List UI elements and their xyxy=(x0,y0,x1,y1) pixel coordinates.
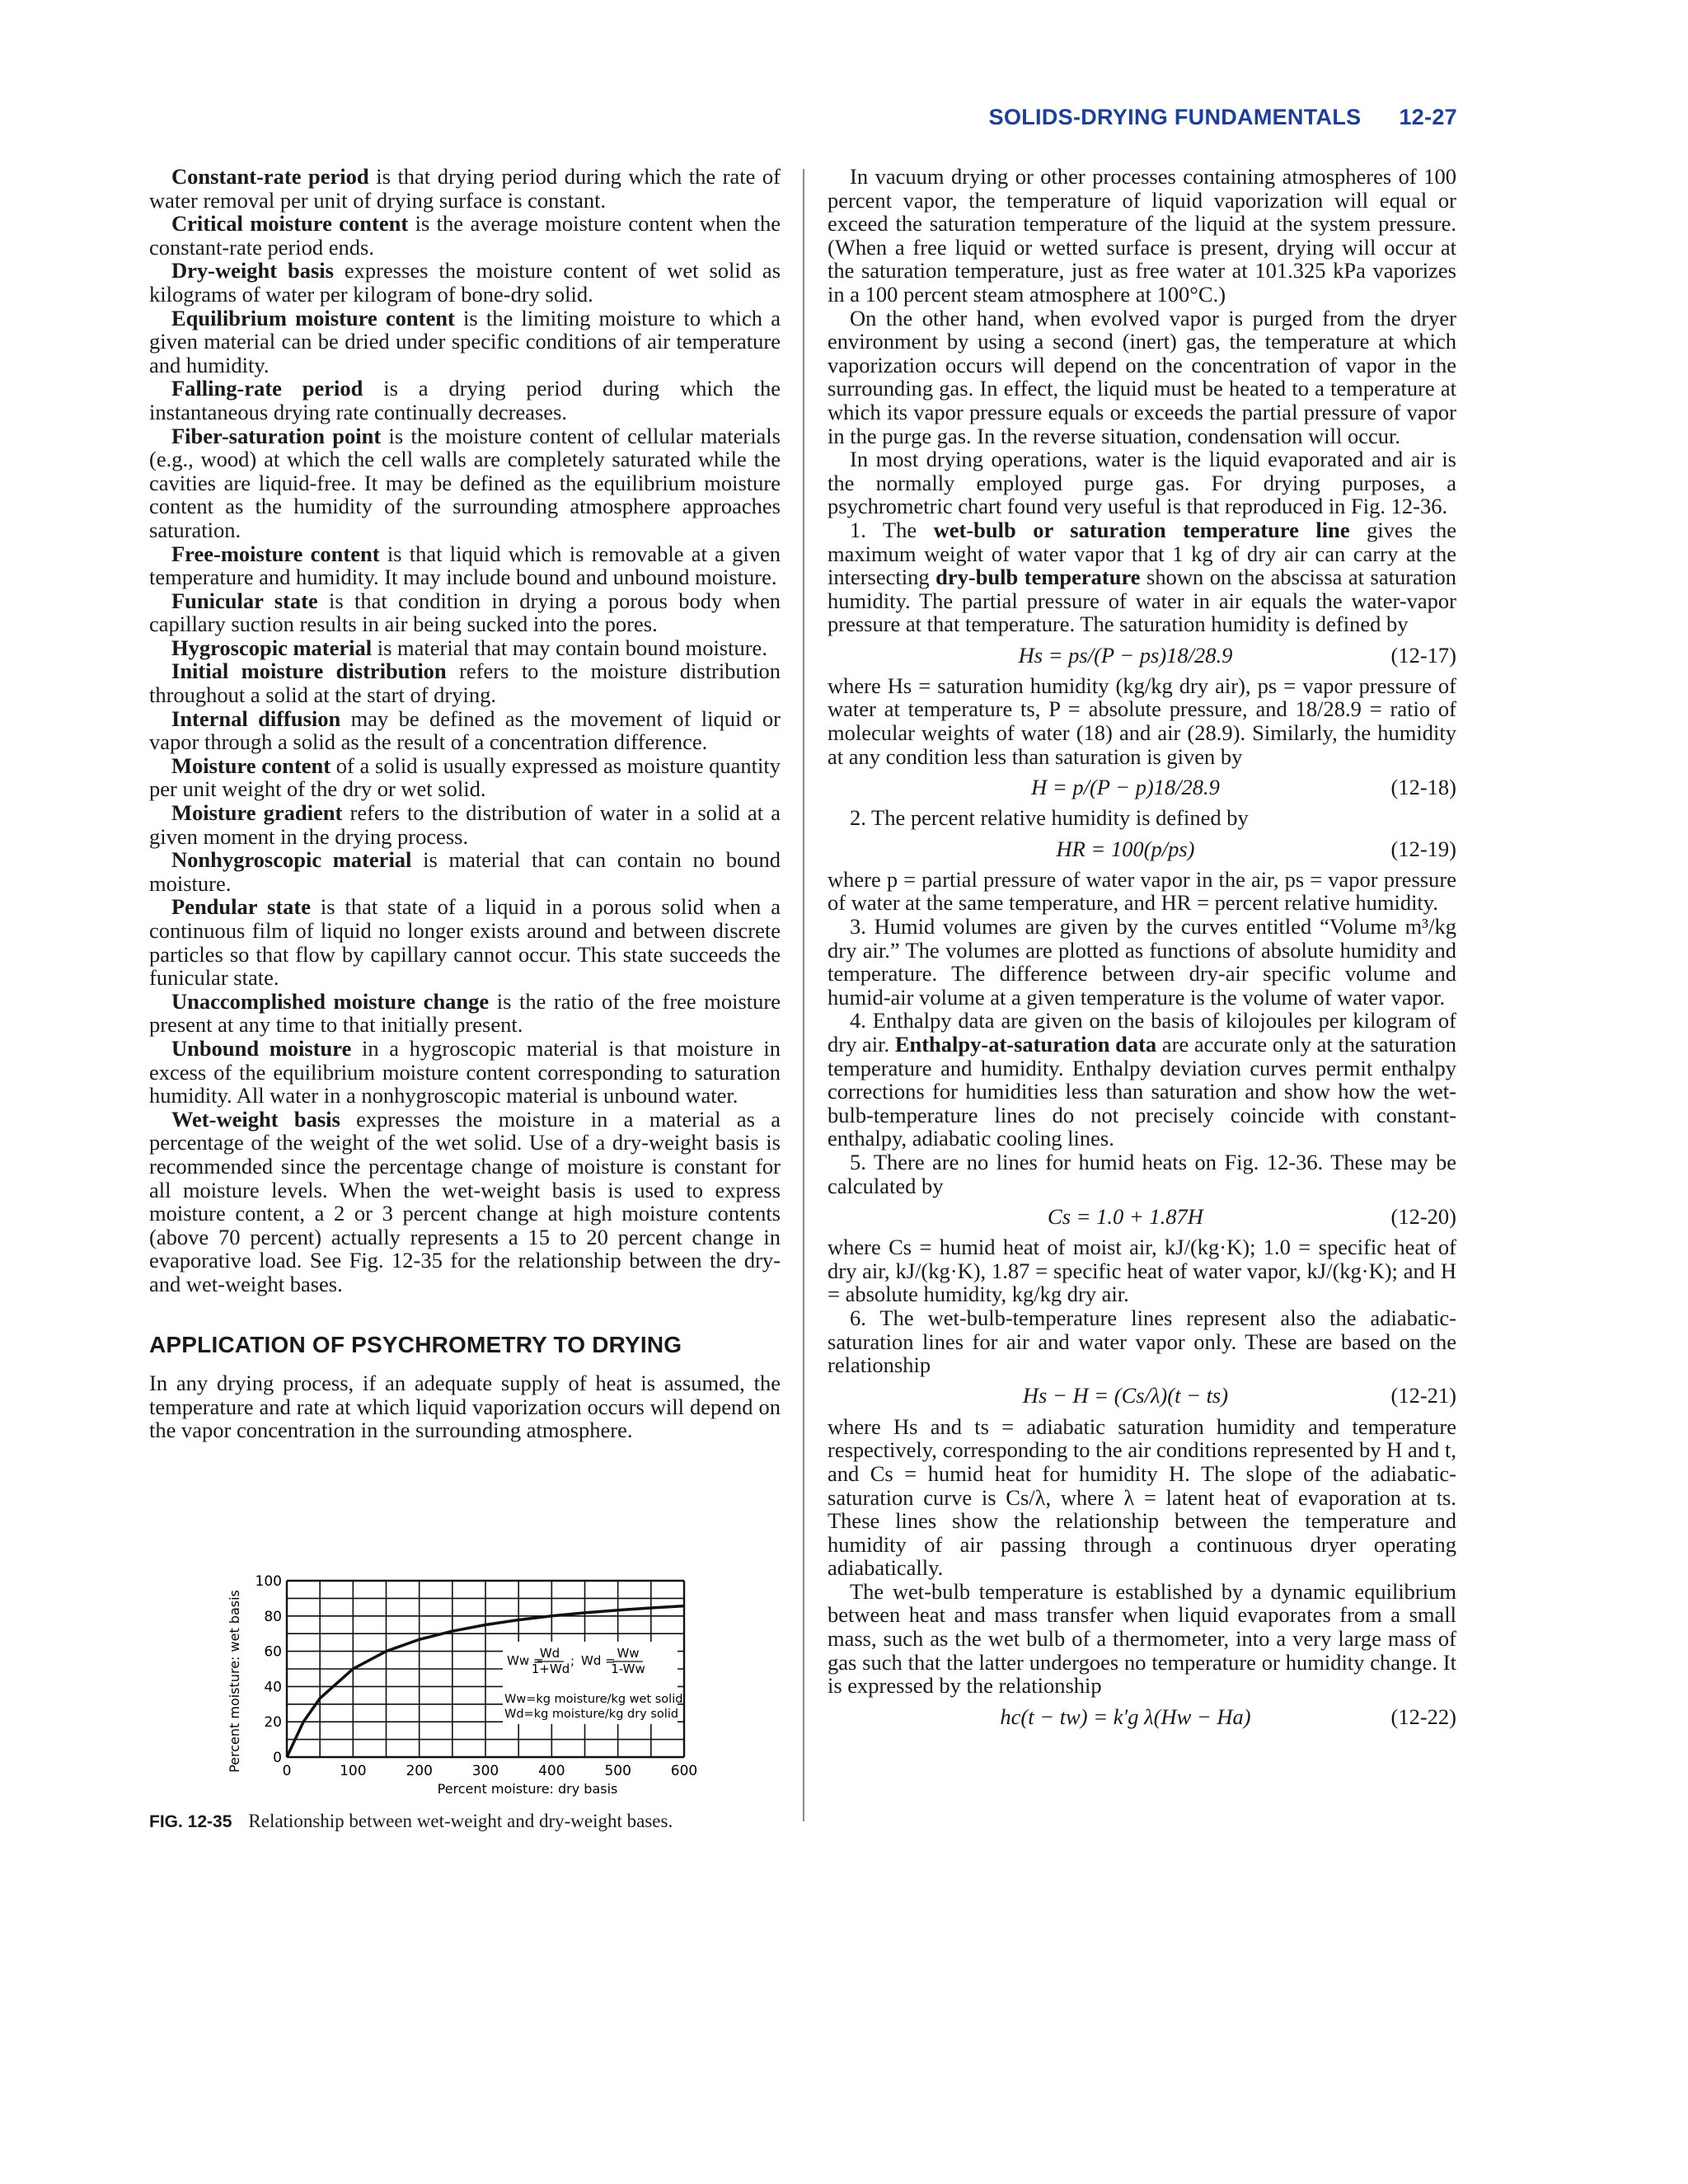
paragraph-item-6: 6. The wet-bulb-temperature lines represent also the adiabatic-saturation lines for air and water vapor only. These are based on the relationship xyxy=(828,1305,1456,1378)
y-tick-label: 60 xyxy=(264,1643,282,1661)
y-tick-label: 20 xyxy=(264,1714,282,1732)
section-heading: APPLICATION OF PSYCHROMETRY TO DRYING xyxy=(149,1331,682,1357)
y-tick-label: 80 xyxy=(264,1608,282,1625)
definition-item xyxy=(149,707,781,754)
paragraph-wet-bulb: The wet-bulb temperature is established by a dynamic equilibrium between heat and mass transfer when liquid evaporates from a small mass, such as the wet bulb of a thermometer, into a very large mass of gas such that the latter undergoes no temperature or humidity change. It is expressed by the relationship xyxy=(828,1578,1456,1699)
paragraph-vacuum-drying: In vacuum drying or other processes containing atmospheres of 100 percent vapor, the temperature of liquid vaporization will equal or exceed the saturation temperature of the liquid at the system pressure. (When a free liquid or wetted surface is present, drying will occur at the saturation temperature, just as free water at 101.325 kPa vaporizes in a 100 percent steam atmosphere at 100°C.) xyxy=(828,164,1456,307)
paragraph-saturation-humidity: where Hs = saturation humidity (kg/kg dry air), ps = vapor pressure of water at temperature ts, P = absolute pressure, and 18/28.9 = ratio of molecular weights of water (18) and air (28.9). Similarly, the humidity at any condition less than saturation is given by xyxy=(828,673,1456,769)
y-tick-label: 40 xyxy=(264,1679,282,1696)
x-tick-label: 400 xyxy=(538,1763,565,1779)
glossary-definitions xyxy=(149,165,781,1296)
legend-wd: Wd=kg moisture/kg dry solid xyxy=(504,1708,679,1721)
definition-text: may be defined as the movement of liquid or vapor through a solid as the result of a concentration difference. xyxy=(149,705,781,755)
definition-item xyxy=(149,377,781,424)
definition-item xyxy=(149,801,781,848)
definition-text: is that liquid which is removable at a given temperature and humidity. It may include bound and unbound moisture. xyxy=(149,541,781,590)
definition-term: Falling-rate period xyxy=(171,376,363,401)
definition-term: Fiber-saturation point xyxy=(171,423,382,448)
definition-item xyxy=(149,424,781,542)
definition-text: expresses the moisture content of wet solid as kilograms of water per kilogram of bone-dry solid. xyxy=(149,258,781,307)
x-tick-label: 600 xyxy=(670,1763,698,1779)
definition-item xyxy=(149,212,781,259)
header-section-title: SOLIDS-DRYING FUNDAMENTALS xyxy=(988,105,1362,129)
definition-term: Funicular state xyxy=(171,588,318,613)
definition-item xyxy=(149,754,781,801)
x-tick-label: 200 xyxy=(406,1763,433,1779)
eq-wd-den: 1-Ww xyxy=(611,1661,645,1676)
definition-term: Internal diffusion xyxy=(171,705,341,731)
section-paragraph: In any drying process, if an adequate supply of heat is assumed, the temperature and rate at which liquid vaporization occurs will depend on the vapor concentration in the surrounding atmosphere. xyxy=(149,1371,781,1443)
definition-item xyxy=(149,1108,781,1296)
definition-term: Initial moisture distribution xyxy=(171,658,447,684)
eq-wd-num: Ww xyxy=(617,1646,640,1661)
equation-12-22: hc(t − tw) = k′g λ(Hw − Ha) (12-22) xyxy=(1000,1704,1456,1729)
definition-text: is material that can contain no bound moisture. xyxy=(149,847,781,896)
y-tick-label: 100 xyxy=(255,1573,282,1590)
x-tick-label: 300 xyxy=(471,1763,499,1779)
definition-text: expresses the moisture in a material as a percentage of the weight of the wet solid. Use of a dry-weight basis is recommended since the percentage change of moisture is constant for all moisture levels. When the wet-weight basis is used to express moisture content, a 2 or 3 percent change at high moisture contents (above 70 percent) actually represents a 15 to 20 percent change in evaporative load. See Fig. 12-35 for the relationship between the dry- and wet-weight bases. xyxy=(149,1106,781,1296)
equation-12-21: Hs − H = (Cs/λ)(t − ts) (12-21) xyxy=(1022,1383,1456,1408)
definition-term: Unaccomplished moisture change xyxy=(171,988,490,1014)
equation-12-17: Hs = ps/(P − ps)18/28.9 (12-17) xyxy=(1018,642,1456,668)
definition-term: Dry-weight basis xyxy=(171,258,334,284)
column-divider xyxy=(803,169,804,1821)
definition-text: is the average moisture content when the constant-rate period ends. xyxy=(149,211,781,260)
definition-item xyxy=(149,659,781,706)
definition-item xyxy=(149,895,781,989)
definition-item xyxy=(149,636,781,660)
definition-term: Nonhygroscopic material xyxy=(171,847,412,873)
definition-item xyxy=(149,307,781,377)
definition-item xyxy=(149,848,781,895)
figure-caption-text: Relationship between wet-weight and dry-weight bases. xyxy=(248,1811,673,1831)
definition-item xyxy=(149,165,781,212)
paragraph-item-3: 3. Humid volumes are given by the curves entitled “Volume m³/kg dry air.” The volumes are plotted as functions of absolute humidity and temperature. The difference between dry-air specific volume and humid-air volume at a given temperature is the volume of water vapor. xyxy=(828,914,1456,1010)
equation-12-19: HR = 100(p/ps) (12-19) xyxy=(1056,836,1456,861)
definition-text: of a solid is usually expressed as moisture quantity per unit weight of the dry or wet solid. xyxy=(149,752,781,802)
x-tick-label: 0 xyxy=(282,1763,292,1779)
definition-text: is the limiting moisture to which a given material can be dried under specific conditions of air temperature and humidity. xyxy=(149,305,781,377)
eq-ww-lhs: Ww = xyxy=(507,1653,544,1668)
x-tick-label: 100 xyxy=(340,1763,367,1779)
equation-12-20: Cs = 1.0 + 1.87H (12-20) xyxy=(1048,1203,1456,1229)
definition-item xyxy=(149,990,781,1037)
definition-text: is that condition in drying a porous body when capillary suction results in air being sucked into the pores. xyxy=(149,588,781,637)
equation-12-18: H = p/(P − p)18/28.9 (12-18) xyxy=(1031,774,1456,799)
right-column xyxy=(828,165,1456,1736)
definition-item xyxy=(149,589,781,636)
definition-term: Free-moisture content xyxy=(171,541,380,566)
figure-12-35 xyxy=(223,1566,717,1797)
paragraph-adiabatic-saturation: where Hs and ts = adiabatic saturation humidity and temperature respectively, corresponding to the air conditions represented by H and t, and Cs = humid heat for humidity H. The slope of the adiabatic-saturation curve is Cs/λ, where λ = latent heat of evaporation at ts. These lines show the relationship between the temperature and humidity of air passing through a continuous dryer operating adiabatically. xyxy=(828,1413,1456,1581)
eq-ww-den: 1+Wd xyxy=(531,1661,570,1676)
definition-term: Constant-rate period xyxy=(171,164,369,189)
legend-ww: Ww=kg moisture/kg wet solid xyxy=(504,1693,683,1706)
definition-term: Moisture gradient xyxy=(171,800,343,826)
figure-caption xyxy=(149,1811,673,1832)
paragraph-humid-heat: where Cs = humid heat of moist air, kJ/(kg·K); 1.0 = specific heat of dry air, kJ/(kg·K), 1.87 = specific heat of water vapor, kJ/(kg·K); and H = absolute humidity, kg/kg dry air. xyxy=(828,1235,1456,1307)
paragraph-item-1: 1. The wet-bulb or saturation temperature line gives the maximum weight of water vapor that 1 kg of dry air can carry at the intersecting dry-bulb temperature shown on the abscissa at saturation humidity. The partial pressure of water in air equals the water-vapor pressure at that temperature. The saturation humidity is defined by xyxy=(828,517,1456,637)
paragraph-relative-humidity: where p = partial pressure of water vapor in the air, ps = vapor pressure of water at the same temperature, and HR = percent relative humidity. xyxy=(828,866,1456,916)
definition-text: is the moisture content of cellular materials (e.g., wood) at which the cell walls are completely saturated while the cavities are liquid-free. It may be defined as the equilibrium moisture content as the humidity of the surrounding atmosphere approaches saturation. xyxy=(149,423,781,542)
eq-ww-num: Wd xyxy=(539,1646,560,1661)
page-number: 12-27 xyxy=(1399,105,1457,129)
definition-item xyxy=(149,542,781,589)
definition-text: is a drying period during which the instantaneous drying rate continually decreases. xyxy=(149,376,781,424)
definition-text: is the ratio of the free moisture present at any time to that initially present. xyxy=(149,988,781,1038)
definition-term: Critical moisture content xyxy=(171,211,409,237)
left-column xyxy=(149,165,781,1442)
definition-text: is that drying period during which the rate of water removal per unit of drying surface is constant. xyxy=(149,164,781,213)
x-tick-label: 500 xyxy=(604,1763,631,1779)
paragraph-item-4: 4. Enthalpy data are given on the basis of kilojoules per kilogram of dry air. Enthalpy-at-saturation data are accurate only at the saturation temperature and humidity. Enthalpy deviation curves permit enthalpy corrections for humidities less than saturation and show how the wet-bulb-temperature lines do not precisely coincide with constant-enthalpy, adiabatic cooling lines. xyxy=(828,1008,1456,1151)
definition-term: Moisture content xyxy=(171,752,331,778)
eq-wd-lhs: Wd = xyxy=(581,1653,616,1668)
definition-text: refers to the distribution of water in a solid at a given moment in the drying process. xyxy=(149,800,781,849)
paragraph-purge-gas: On the other hand, when evolved vapor is purged from the dryer environment by using a second (inert) gas, the temperature at which vaporization occurs will depend on the concentration of vapor in the surrounding gas. In effect, the liquid must be heated to a temperature at which its vapor pressure equals or exceeds the partial pressure of vapor in the purge gas. In the reverse situation, condensation will occur. xyxy=(828,305,1456,448)
paragraph-psychrometric-chart: In most drying operations, water is the liquid evaporated and air is the normally employed purge gas. For drying purposes, a psychrometric chart found very useful is that reproduced in Fig. 12-36. xyxy=(828,447,1456,519)
definition-text: refers to the moisture distribution throughout a solid at the start of drying. xyxy=(149,658,781,708)
definition-text: is that state of a liquid in a porous solid when a continuous film of liquid no longer exists around and between discrete particles so that flow by capillary cannot occur. This state succeeds the funicular state. xyxy=(149,894,781,991)
definition-text: is material that may contain bound moisture. xyxy=(372,635,767,660)
x-axis-label: Percent moisture: dry basis xyxy=(437,1781,618,1797)
y-axis-label: Percent moisture: wet basis xyxy=(227,1590,242,1773)
eq-separator: ; xyxy=(570,1653,575,1668)
figure-label: FIG. 12-35 xyxy=(149,1812,232,1831)
definition-item xyxy=(149,1037,781,1108)
definition-term: Wet-weight basis xyxy=(171,1106,340,1132)
definition-term: Equilibrium moisture content xyxy=(171,305,455,330)
definition-term: Pendular state xyxy=(171,894,311,920)
definition-item xyxy=(149,259,781,306)
definition-text: in a hygroscopic material is that moisture in excess of the equilibrium moisture content corresponding to saturation humidity. All water in a nonhygroscopic material is unbound water. xyxy=(149,1035,781,1108)
paragraph-item-5: 5. There are no lines for humid heats on Fig. 12-36. These may be calculated by xyxy=(828,1149,1456,1198)
moisture-basis-chart xyxy=(223,1566,717,1797)
definition-term: Unbound moisture xyxy=(171,1035,352,1061)
paragraph-item-2: 2. The percent relative humidity is defined by xyxy=(850,805,1249,831)
y-tick-label: 0 xyxy=(273,1750,282,1766)
definition-term: Hygroscopic material xyxy=(171,635,373,660)
running-header xyxy=(880,105,1457,130)
